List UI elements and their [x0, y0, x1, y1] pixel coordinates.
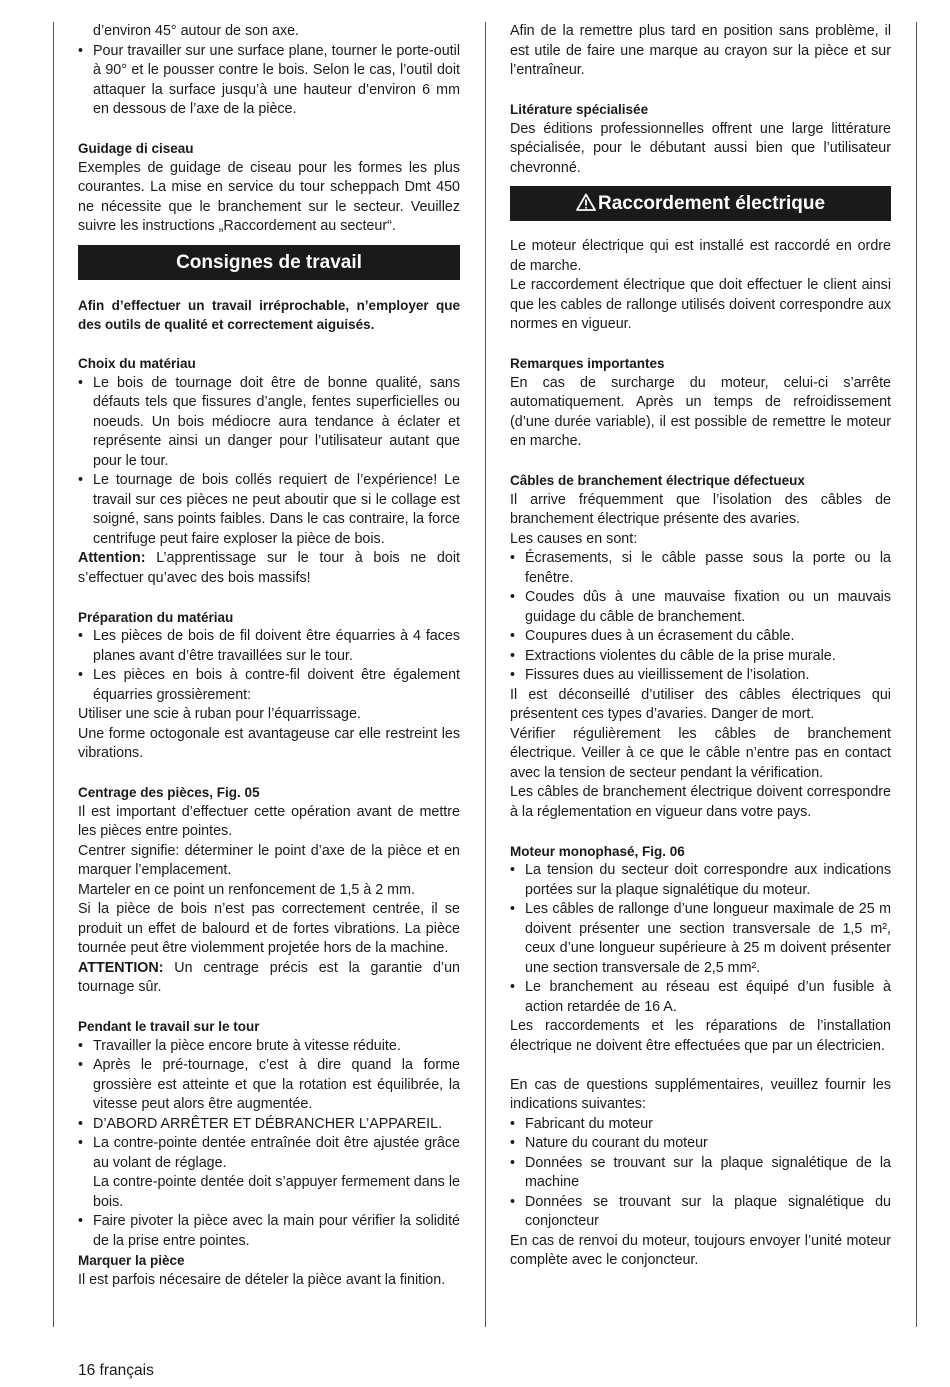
cables-p2: Les causes en sont:	[510, 530, 638, 547]
list-item: • Le bois de tournage doit être de bonne qualité, sans défauts tels que fissures d’angle, fentes superficielles ou noeuds. Un bois médiocre aura tendance à éclater et représente ainsi un danger pour l’utilisateur autant que pour le tour.	[78, 374, 460, 472]
centrage-p1: Il est important d’effectuer cette opération avant de mettre les pièces entre pointes.	[78, 803, 460, 839]
marquer-text: Il est parfois nécesaire de dételer la pièce avant la finition.	[78, 1271, 446, 1288]
centrage-p4: Si la pièce de bois n’est pas correctement centrée, il se produit un effet de balourd et de fortes vibrations. La pièce tournée peut être violemment projetée hors de la machine.	[78, 901, 460, 956]
consignes-banner	[78, 245, 460, 280]
pendant-bullets	[78, 1037, 460, 1252]
list-item: • Écrasements, si le câble passe sous la porte ou la fenêtre.	[510, 549, 891, 588]
raccordement-banner	[510, 186, 891, 221]
list-item: • Les pièces en bois à contre-fil doivent être également équarries grossièrement:	[78, 666, 460, 705]
list-item: • Les pièces de bois de fil doivent être équarries à 4 faces planes avant d’être travaillées sur le tour.	[78, 627, 460, 666]
cables-p3: Il est déconseillé d’utiliser des câbles électriques qui présentent ces types d’avaries. Danger de mort.	[510, 686, 891, 722]
cables-heading: Câbles de branchement électrique défectueux	[510, 473, 805, 488]
choix-bullets	[78, 374, 460, 550]
marquer-heading: Marquer la pièce	[78, 1253, 185, 1268]
center-column-rule	[485, 22, 486, 1327]
list-item: • Le branchement au réseau est équipé d’un fusible à action retardée de 16 A.	[510, 978, 891, 1017]
attention-label: Attention:	[78, 550, 146, 566]
list-item: • D’ABORD ARRÊTER ET DÉBRANCHER L’APPAREIL.	[78, 1115, 460, 1135]
raccord-p1: Le moteur électrique qui est installé est raccordé en ordre de marche.	[510, 238, 891, 274]
consignes-banner-title: Consignes de travail	[176, 251, 362, 273]
list-item: • La tension du secteur doit correspondre aux indications portées sur la plaque signalétique du moteur.	[510, 861, 891, 900]
preparation-heading: Préparation du matériau	[78, 609, 234, 625]
list-item: • Coudes dûs à une mauvaise fixation ou un mauvais guidage du câble de branchement.	[510, 588, 891, 627]
preparation-line-2: Une forme octogonale est avantageuse car elle restreint les vibrations.	[78, 725, 460, 761]
attention-label: ATTENTION:	[78, 959, 164, 976]
list-item: • Données se trouvant sur la plaque signalétique de la machine	[510, 1154, 891, 1193]
cables-p1: Il arrive fréquemment que l’isolation des câbles de branchement électrique présente des avaries.	[510, 491, 891, 527]
cables-p5: Les câbles de branchement électrique doivent correspondre à la réglementation en vigueur dans votre pays.	[510, 784, 891, 820]
list-item-text: La contre-pointe dentée entraînée doit être ajustée grâce au volant de réglage.	[93, 1135, 460, 1171]
guidage-text: Exemples de guidage de ciseau pour les formes les plus courantes. La mise en service du tour scheppach Dmt 450 ne nécessite que le branchement sur le secteur. Veuillez suivre les instructions „Raccordement au secteur“.	[78, 159, 460, 234]
cables-bullets	[510, 549, 891, 686]
choix-heading: Choix du matériau	[78, 356, 196, 371]
list-item: • Faire pivoter la pièce avec la main pour vérifier la solidité de la prise entre pointes.	[78, 1212, 460, 1251]
left-column	[78, 22, 460, 1290]
right-intro: Afin de la remettre plus tard en position sans problème, il est utile de faire une marque au crayon sur la pièce et sur l’entraîneur.	[510, 23, 891, 78]
centrage-attention	[78, 959, 460, 998]
right-column	[510, 22, 891, 1271]
attention-text: Un centrage précis est la garantie d’un tournage sûr.	[78, 959, 460, 995]
moteur-bullets	[510, 861, 891, 1017]
attention-text: L’apprentissage sur le tour à bois ne doit s’effectuer qu’avec des bois massifs!	[78, 550, 460, 586]
list-item: • Le tournage de bois collés requiert de l’expérience! Le travail sur ces pièces ne peut aboutir que si le collage est soigné, sans points faibles. Dans le cas contraire, la force centrifuge peut faire exploser la pièce de bois.	[78, 471, 460, 549]
raccord-p2: Le raccordement électrique que doit effectuer le client ainsi que les cables de rallonge utilisés doivent correspondre aux normes en vigueur.	[510, 277, 891, 332]
remarques-heading: Remarques importantes	[510, 356, 665, 371]
list-item-subtext: La contre-pointe dentée doit s’appuyer fermement dans le bois.	[93, 1174, 460, 1210]
questions-intro: En cas de questions supplémentaires, veuillez fournir les indications suivantes:	[510, 1076, 891, 1112]
preparation-line-1: Utiliser une scie à ruban pour l’équarrissage.	[78, 706, 361, 722]
list-item: • Coupures dues à un écrasement du câble.	[510, 627, 891, 647]
list-item: • Après le pré-tournage, c’est à dire quand la forme grossière est atteinte et que la rotation est équilibrée, la vitesse peut alors être augmentée.	[78, 1056, 460, 1115]
list-item: • Fabricant du moteur	[510, 1115, 891, 1135]
list-item	[78, 1134, 460, 1212]
questions-outro: En cas de renvoi du moteur, toujours envoyer l’unité moteur complète avec le conjoncteur.	[510, 1232, 891, 1268]
list-item: • Travailler la pièce encore brute à vitesse réduite.	[78, 1037, 460, 1057]
intro-bullets	[78, 42, 460, 120]
moteur-heading: Moteur monophasé, Fig. 06	[510, 843, 685, 859]
centrage-p2: Centrer signifie: déterminer le point d’axe de la pièce et en marquer l’emplacement.	[78, 842, 460, 878]
warning-triangle-icon	[576, 193, 596, 211]
choix-attention	[78, 549, 460, 588]
intro-continuation: d’environ 45° autour de son axe.	[93, 23, 300, 39]
guidage-heading: Guidage di ciseau	[78, 141, 194, 156]
page-footer: 16 français	[78, 1362, 154, 1379]
list-item: • Fissures dues au vieillissement de l’isolation.	[510, 666, 891, 686]
centrage-heading: Centrage des pièces, Fig. 05	[78, 785, 260, 800]
remarques-text: En cas de surcharge du moteur, celui-ci s’arrête automatiquement. Après un temps de refroidissement (d’une durée variable), il est possible de remettre le moteur en marche.	[510, 374, 891, 449]
litterature-heading: Litérature spécialisée	[510, 102, 649, 117]
pendant-heading: Pendant le travail sur le tour	[78, 1019, 260, 1034]
lead-bold-text: Afin d’effectuer un travail irréprochable, n’employer que des outils de qualité et correctement aiguisés.	[78, 297, 460, 332]
raccordement-banner-title: Raccordement électrique	[597, 193, 826, 214]
moteur-p1: Les raccordements et les réparations de l’installation électrique ne doivent être effectuées que par un électricien.	[510, 1018, 891, 1054]
preparation-bullets	[78, 627, 460, 705]
questions-bullets	[510, 1115, 891, 1232]
left-margin-rule	[53, 22, 54, 1327]
litterature-text: Des éditions professionnelles offrent une large littérature spécialisée, pour le débutant aussi bien que l’utilisateur chevronné.	[510, 120, 891, 176]
list-item: • Les câbles de rallonge d’une longueur maximale de 25 m doivent présenter une section transversale de 1,5 m², ceux d’une longueur supérieure à 25 m doivent présenter une section transversale de 2,5 mm².	[510, 900, 891, 978]
list-item: • Nature du courant du moteur	[510, 1134, 891, 1154]
centrage-p3: Marteler en ce point un renfoncement de 1,5 à 2 mm.	[78, 881, 415, 898]
list-item: • Pour travailler sur une surface plane, tourner le porte-outil à 90° et le pousser contre le bois. Selon le cas, l’outil doit attaquer la surface jusqu’à une hauteur d’environ 6 mm en dessous de l’axe de la pièce.	[78, 42, 460, 120]
list-item: • Extractions violentes du câble de la prise murale.	[510, 647, 891, 667]
right-margin-rule	[916, 22, 917, 1327]
cables-p4: Vérifier régulièrement les câbles de branchement électrique. Veiller à ce que le câble n’entre pas en contact avec la tension de secteur pendant la vérification.	[510, 725, 891, 781]
list-item: • Données se trouvant sur la plaque signalétique du conjoncteur	[510, 1193, 891, 1232]
